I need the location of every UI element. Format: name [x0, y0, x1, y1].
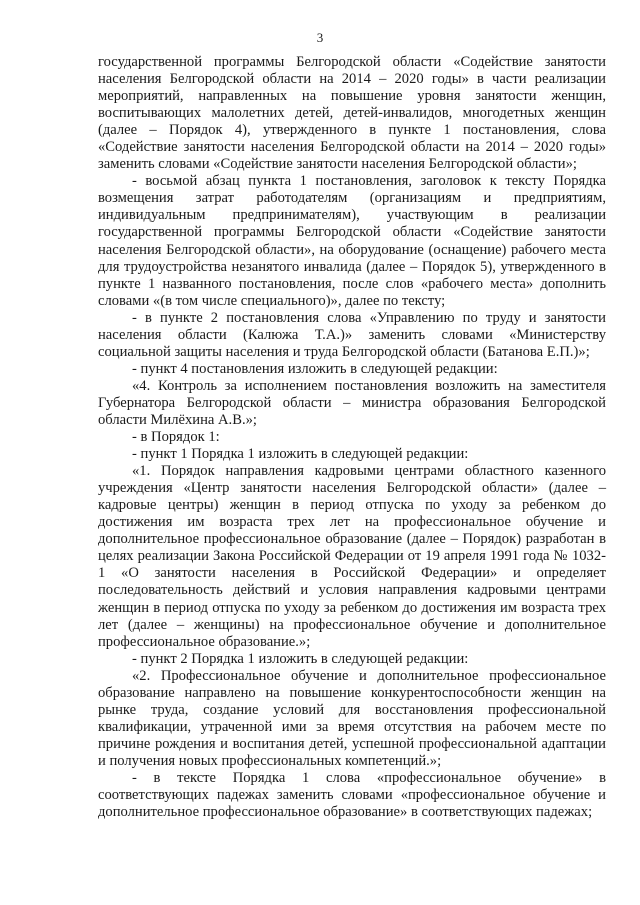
paragraph: государственной программы Белгородской области «Содействие занятости населения Белгородской области на 2014 – 2020 годы» в части реализации мероприятий, направленных на повышение уровня занятости женщин, воспитывающих малолетних детей, детей-инвалидов, многодетных женщин (далее – Порядок 4), утвержденного в пункте 1 постановления, слова «Содействие занятости населения Белгородской области на 2014 – 2020 годы» заменить словами «Содействие занятости населения Белгородской области»;: [98, 54, 606, 173]
paragraph: - пункт 2 Порядка 1 изложить в следующей редакции:: [132, 650, 469, 667]
paragraph: - в тексте Порядка 1 слова «профессиональное обучение» в соответствующих падежах заменить словами «профессиональное обучение и дополнительное профессиональное образование» в соответствующих падежах;: [98, 769, 606, 821]
document-body: [98, 54, 606, 821]
paragraph: - восьмой абзац пункта 1 постановления, заголовок к тексту Порядка возмещения затрат работодателям (организациям и предприятиям, индивидуальным предпринимателям), участвующим в реализации государственной программы Белгородской области «Содействие занятости населения Белгородской области», на оборудование (оснащение) рабочего места для трудоустройства незанятого инвалида (далее – Порядок 5), утвержденного в пункте 1 названного постановления, после слов «рабочего места» дополнить словами «(в том числе специального)», далее по тексту;: [98, 173, 606, 309]
paragraph: «2. Профессиональное обучение и дополнительное профессиональное образование направлено на повышение конкурентоспособности женщин на рынке труда, создание условий для восстановления профессиональной квалификации, утраченной ими за время отсутствия на рабочем месте по причине рождения и воспитания детей, успешной профессиональной адаптации и получения новых профессиональных компетенций.»;: [98, 667, 606, 769]
paragraph: - в Порядок 1:: [132, 429, 220, 446]
paragraph: «4. Контроль за исполнением постановления возложить на заместителя Губернатора Белгородской области – министра образования Белгородской области Милёхина А.В.»;: [98, 377, 606, 428]
paragraph: - пункт 4 постановления изложить в следующей редакции:: [132, 360, 498, 377]
paragraph: «1. Порядок направления кадровыми центрами областного казенного учреждения «Центр занятости населения Белгородской области» (далее – кадровые центры) женщин в период отпуска по уходу за ребенком до достижения им возраста трех лет на профессиональное обучение и дополнительное профессиональное образование (далее – Порядок) разработан в целях реализации Закона Российской Федерации от 19 апреля 1991 года № 1032-1 «О занятости населения в Российской Федерации» и определяет последовательность действий и условия направления кадровыми центрами женщин в период отпуска по уходу за ребенком до достижения им возраста трех лет (далее – женщины) на профессиональное обучение и дополнительное профессиональное образование.»;: [98, 463, 606, 650]
paragraph: - в пункте 2 постановления слова «Управлению по труду и занятости населения области (Калюжа Т.А.)» заменить словами «Министерству социальной защиты населения и труда Белгородской области (Батанова Е.П.)»;: [98, 309, 606, 360]
page-number: 3: [316, 30, 324, 45]
paragraph: - пункт 1 Порядка 1 изложить в следующей редакции:: [132, 446, 469, 463]
